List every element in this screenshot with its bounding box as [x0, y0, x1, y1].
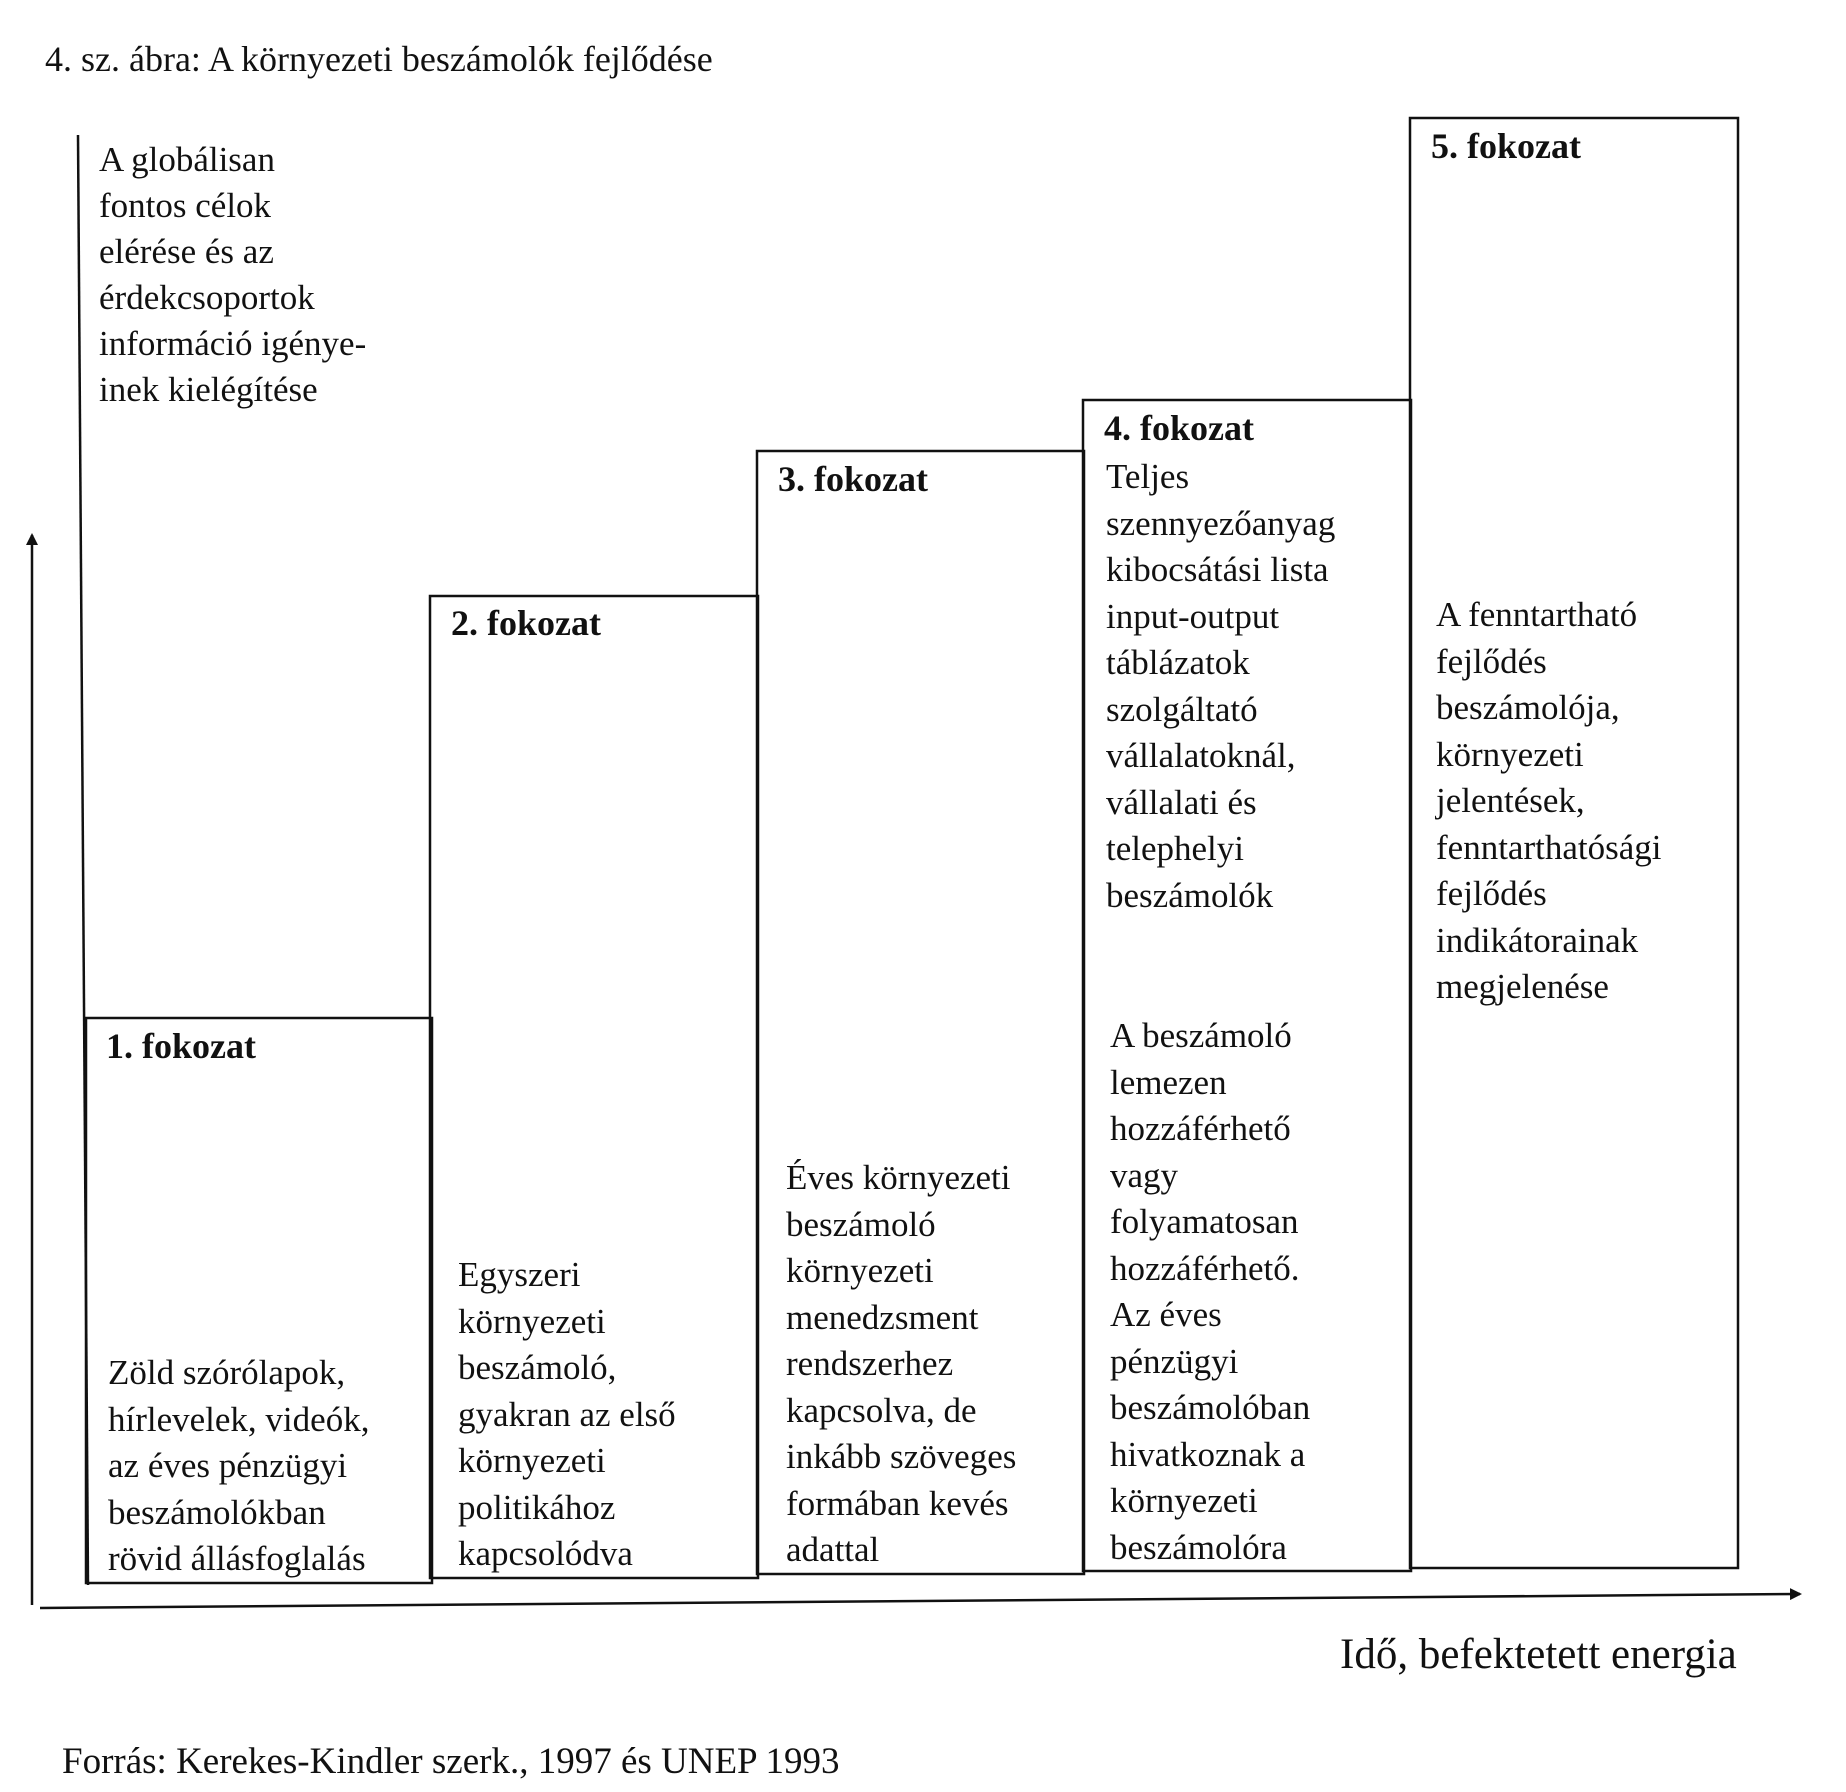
step-text-line: indikátorainak	[1436, 920, 1639, 960]
step-4-title: 4. fokozat	[1104, 408, 1254, 448]
step-text-line: fenntarthatósági	[1436, 827, 1662, 867]
step-text-line: kibocsátási lista	[1106, 550, 1329, 589]
step-text-line: fejlődés	[1436, 641, 1547, 681]
step-text-line: vagy	[1110, 1155, 1179, 1195]
step-text-line: jelentések,	[1436, 781, 1585, 820]
step-5-title: 5. fokozat	[1431, 126, 1581, 166]
step-text-line: telephelyi	[1106, 829, 1245, 868]
step-text-line: Éves környezeti	[786, 1158, 1011, 1197]
step-text-line: menedzsment	[786, 1297, 979, 1337]
step-text-line: beszámolóban	[1110, 1388, 1311, 1427]
step-text-line: folyamatosan	[1110, 1202, 1299, 1241]
y-axis-label-line: inek kielégítése	[99, 370, 318, 409]
step-text-line: fejlődés	[1436, 874, 1547, 913]
step-text-line: környezeti	[1436, 734, 1584, 774]
figure-caption: 4. sz. ábra: A környezeti beszámolók fejlődése	[45, 39, 713, 79]
step-text-line: környezeti	[1110, 1481, 1258, 1520]
step-text-line: Az éves	[1110, 1295, 1222, 1334]
step-text-line: táblázatok	[1106, 643, 1250, 682]
step-text-line: kapcsolva, de	[786, 1390, 977, 1430]
step-text-line: beszámoló	[786, 1204, 936, 1244]
step-text-line: hírlevelek, videók,	[108, 1399, 370, 1439]
x-axis-arrow	[40, 1594, 1800, 1608]
step-2-title: 2. fokozat	[451, 603, 601, 643]
y-axis-label-line: fontos célok	[99, 186, 272, 225]
step-text-line: beszámoló,	[458, 1348, 617, 1387]
step-text-line: A beszámoló	[1110, 1016, 1292, 1055]
step-text-line: inkább szöveges	[786, 1437, 1017, 1476]
step-text-line: környezeti	[786, 1251, 934, 1290]
step-text-line: pénzügyi	[1110, 1341, 1239, 1381]
step-text-line: Zöld szórólapok,	[108, 1353, 346, 1392]
step-text-line: vállalatoknál,	[1106, 736, 1296, 775]
step-text-line: A fenntartható	[1436, 595, 1638, 634]
step-text-line: Egyszeri	[458, 1255, 581, 1294]
step-text-line: környezeti	[458, 1441, 606, 1480]
step-text-line: szolgáltató	[1106, 689, 1258, 729]
y-axis-label-line: A globálisan	[99, 140, 275, 179]
step-text-line: Teljes	[1106, 457, 1190, 496]
x-axis-label: Idő, befektetett energia	[1340, 1631, 1737, 1678]
step-text-line: gyakran az első	[458, 1394, 676, 1434]
step-text-line: formában kevés	[786, 1483, 1009, 1523]
step-2-text	[458, 1252, 676, 1578]
step-text-line: hivatkoznak a	[1110, 1434, 1306, 1474]
step-text-line: megjelenése	[1436, 967, 1609, 1006]
step-text-line: beszámolóra	[1110, 1527, 1287, 1567]
step-text-line: beszámolók	[1106, 875, 1274, 915]
step-text-line: hozzáférhető.	[1110, 1248, 1300, 1288]
step-text-line: hozzáférhető	[1110, 1109, 1291, 1148]
step-text-line: kapcsolódva	[458, 1534, 633, 1573]
step-text-line: adattal	[786, 1530, 880, 1569]
step-4-text-top	[1106, 454, 1335, 919]
step-text-line: szennyezőanyag	[1106, 503, 1336, 543]
step-text-line: input-output	[1106, 596, 1280, 636]
step-3-text	[786, 1155, 1016, 1574]
step-text-line: vállalati és	[1106, 782, 1257, 822]
step-text-line: az éves pénzügyi	[108, 1446, 348, 1485]
figure-source: Forrás: Kerekes-Kindler szerk., 1997 és UNEP 1993	[62, 1741, 840, 1782]
step-text-line: beszámolókban	[108, 1492, 326, 1532]
step-text-line: politikához	[458, 1487, 616, 1527]
step-text-line: beszámolója,	[1436, 688, 1620, 727]
y-axis-label	[99, 137, 366, 413]
step-5-text	[1436, 592, 1661, 1011]
step-text-line: rendszerhez	[786, 1344, 954, 1383]
y-axis-label-line: elérése és az	[99, 232, 274, 271]
step-3-title: 3. fokozat	[778, 459, 928, 499]
y-axis-label-line: érdekcsoportok	[99, 278, 315, 317]
step-1-text	[108, 1350, 369, 1583]
step-text-line: rövid állásfoglalás	[108, 1539, 366, 1578]
step-text-line: lemezen	[1110, 1062, 1227, 1102]
y-axis-label-line: információ igénye-	[99, 324, 367, 363]
step-4-text-bottom	[1110, 1013, 1310, 1571]
step-1-title: 1. fokozat	[106, 1026, 256, 1066]
step-text-line: környezeti	[458, 1301, 606, 1341]
